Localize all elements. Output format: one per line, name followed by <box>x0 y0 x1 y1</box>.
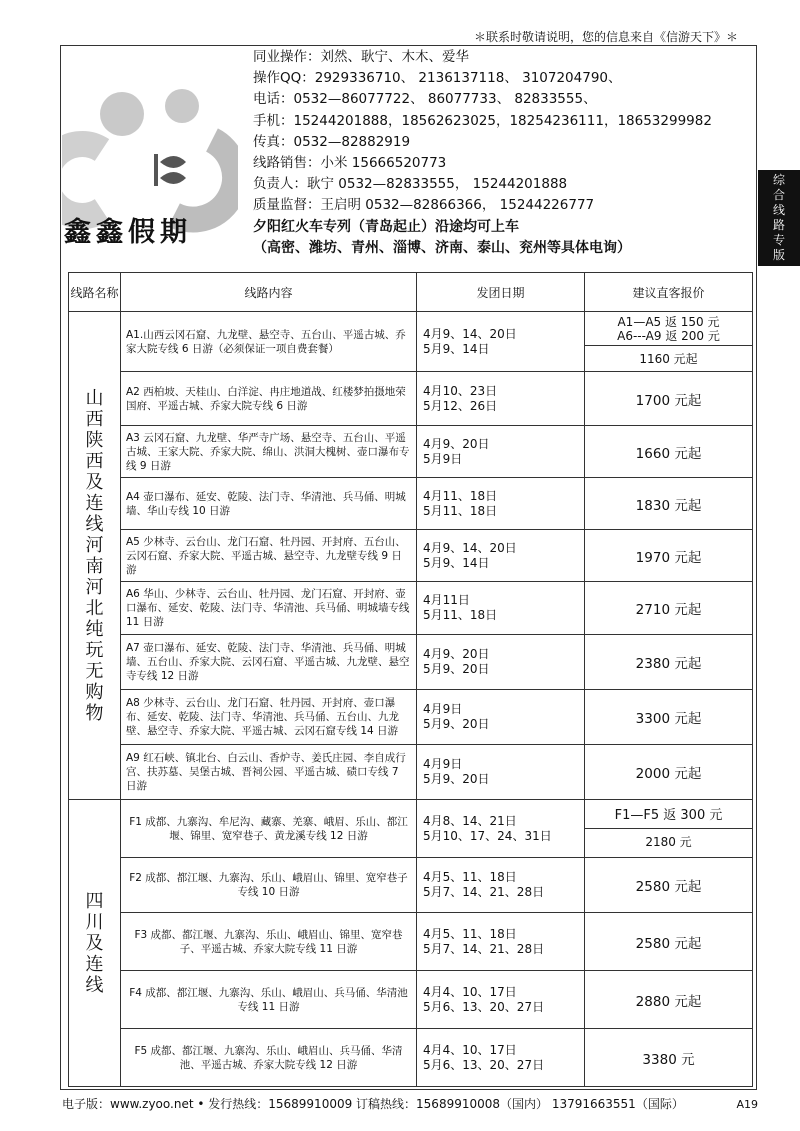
table-row <box>69 582 753 635</box>
route-price: 2380 元起 <box>585 635 753 690</box>
phone-line: 电话：0532—86077722、 86077733、 82833555、 <box>253 91 597 108</box>
mobile-line: 手机：15244201888，18562623025，18254236111，18653299982 <box>253 112 712 129</box>
route-dates: 4月4、10、17日 5月6、13、20、27日 <box>417 971 585 1029</box>
region-cell: 山西陕西及连线河南河北纯玩无购物 <box>69 312 121 800</box>
table-row <box>69 478 753 530</box>
return-note: A1—A5 返 150 元 A6---A9 返 200 元 <box>585 313 752 346</box>
contact-block <box>253 47 753 259</box>
route-price: 2580 元起 <box>585 913 753 971</box>
source-note: ＊联系时敬请说明，您的信息来自《信游天下》＊ <box>473 30 738 44</box>
footer-info: 电子版：www.zyoo.net • 发行热线：15689910009 订稿热线：15689910008（国内） 13791663551（国际） <box>62 1097 684 1111</box>
table-row <box>69 745 753 800</box>
route-dates: 4月9日 5月9、20日 <box>417 745 585 800</box>
route-price: 1830 元起 <box>585 478 753 530</box>
route-content: F3 成都、都江堰、九寨沟、乐山、峨眉山、锦里、宽窄巷子、平遥古城、乔家大院专线 11 日游 <box>121 913 417 971</box>
table-row <box>69 426 753 478</box>
route-price: 2000 元起 <box>585 745 753 800</box>
table-header <box>69 273 753 312</box>
header-content: 线路内容 <box>121 273 417 312</box>
section-tab: 综合线路专版 <box>758 170 800 266</box>
price-value: 2180 元 <box>645 834 692 849</box>
brand-name: 鑫鑫假期 <box>64 217 192 248</box>
route-dates: 4月4、10、17日 5月6、13、20、27日 <box>417 1029 585 1087</box>
sales-line: 线路销售：小米 15666520773 <box>253 154 447 171</box>
table-row <box>69 1029 753 1087</box>
table-row <box>69 800 753 858</box>
table-row <box>69 971 753 1029</box>
route-dates: 4月9、14、20日 5月9、14日 <box>417 530 585 582</box>
route-dates: 4月9、20日 5月9日 <box>417 426 585 478</box>
quality-line: 质量监督：王启明 0532—82866366， 15244226777 <box>253 197 595 214</box>
route-content: F4 成都、都江堰、九寨沟、乐山、峨眉山、兵马俑、华清池专线 11 日游 <box>121 971 417 1029</box>
header-region: 线路名称 <box>69 273 121 312</box>
return-note: F1—F5 返 300 元 <box>585 804 752 829</box>
stops-notice: （高密、潍坊、青州、淄博、济南、泰山、兖州等具体电询） <box>253 239 631 256</box>
route-price <box>585 312 753 372</box>
fax-line: 传真：0532—82882919 <box>253 133 411 150</box>
region-cell: 四川及连线 <box>69 800 121 1087</box>
route-content: F5 成都、都江堰、九寨沟、乐山、峨眉山、兵马俑、华清池、平遥古城、乔家大院专线 12 日游 <box>121 1029 417 1087</box>
manager-line: 负责人：耿宁 0532—82833555， 15244201888 <box>253 176 568 193</box>
table-row <box>69 312 753 372</box>
route-price: 1700 元起 <box>585 372 753 426</box>
route-dates: 4月8、14、21日 5月10、17、24、31日 <box>417 800 585 858</box>
route-price: 1660 元起 <box>585 426 753 478</box>
route-dates: 4月9日 5月9、20日 <box>417 690 585 745</box>
route-dates: 4月9、14、20日 5月9、14日 <box>417 312 585 372</box>
route-content: A4 壶口瀑布、延安、乾陵、法门寺、华清池、兵马俑、明城墙、华山专线 10 日游 <box>121 478 417 530</box>
route-dates: 4月9、20日 5月9、20日 <box>417 635 585 690</box>
route-price: 2580 元起 <box>585 858 753 913</box>
qq-line: 操作QQ：2929336710、 2136137118、 3107204790、 <box>253 70 622 87</box>
table-row <box>69 690 753 745</box>
route-price: 2710 元起 <box>585 582 753 635</box>
price-value: 1160 元起 <box>639 351 698 366</box>
route-content: A2 西柏坡、天桂山、白洋淀、冉庄地道战、红楼梦拍摄地荣国府、平遥古城、乔家大院专线 6 日游 <box>121 372 417 426</box>
route-content: A3 云冈石窟、九龙壁、华严寺广场、悬空寺、五台山、平遥古城、王家大院、乔家大院、绵山、洪洞大槐树、壶口瀑布专线 9 日游 <box>121 426 417 478</box>
route-content: F2 成都、都江堰、九寨沟、乐山、峨眉山、锦里、宽窄巷子专线 10 日游 <box>121 858 417 913</box>
page-number: A19 <box>736 1098 758 1111</box>
route-content: A9 红石峡、镇北台、白云山、香炉寺、姜氏庄园、李自成行宫、扶苏墓、吴堡古城、晋祠公园、平遥古城、碛口专线 7 日游 <box>121 745 417 800</box>
route-dates: 4月11日 5月11、18日 <box>417 582 585 635</box>
route-dates: 4月5、11、18日 5月7、14、21、28日 <box>417 913 585 971</box>
table-row <box>69 858 753 913</box>
route-content: F1 成都、九寨沟、牟尼沟、藏寨、羌寨、峨眉、乐山、都江堰、锦里、宽窄巷子、黄龙溪专线 12 日游 <box>121 800 417 858</box>
table-row <box>69 530 753 582</box>
header-dates: 发团日期 <box>417 273 585 312</box>
route-content: A5 少林寺、云台山、龙门石窟、牡丹园、开封府、五台山、云冈石窟、乔家大院、平遥古城、悬空寺、九龙壁专线 9 日游 <box>121 530 417 582</box>
route-content: A8 少林寺、云台山、龙门石窟、牡丹园、开封府、壶口瀑布、延安、乾陵、法门寺、华清池、兵马俑、五台山、九龙壁、悬空寺、乔家大院、平遥古城、云冈石窟专线 14 日游 <box>121 690 417 745</box>
table-row <box>69 635 753 690</box>
route-price <box>585 800 753 858</box>
table-row <box>69 913 753 971</box>
route-content: A6 华山、少林寺、云台山、牡丹园、龙门石窟、开封府、壶口瀑布、延安、乾陵、法门寺、华清池、兵马俑、明城墙专线 11 日游 <box>121 582 417 635</box>
route-price: 2880 元起 <box>585 971 753 1029</box>
table-row <box>69 372 753 426</box>
route-price: 3380 元 <box>585 1029 753 1087</box>
route-dates: 4月5、11、18日 5月7、14、21、28日 <box>417 858 585 913</box>
route-dates: 4月10、23日 5月12、26日 <box>417 372 585 426</box>
header-price: 建议直客报价 <box>585 273 753 312</box>
train-notice: 夕阳红火车专列（青岛起止）沿途均可上车 <box>253 218 519 235</box>
route-table <box>68 272 753 1087</box>
route-price: 1970 元起 <box>585 530 753 582</box>
route-content: A7 壶口瀑布、延安、乾陵、法门寺、华清池、兵马俑、明城墙、五台山、乔家大院、云冈石窟、平遥古城、九龙壁、悬空寺专线 12 日游 <box>121 635 417 690</box>
route-price: 3300 元起 <box>585 690 753 745</box>
route-content: A1.山西云冈石窟、九龙壁、悬空寺、五台山、平遥古城、乔家大院专线 6 日游（必须保证一项自费套餐） <box>121 312 417 372</box>
operators-line: 同业操作：刘然、耿宁、木木、爱华 <box>253 49 469 65</box>
route-dates: 4月11、18日 5月11、18日 <box>417 478 585 530</box>
